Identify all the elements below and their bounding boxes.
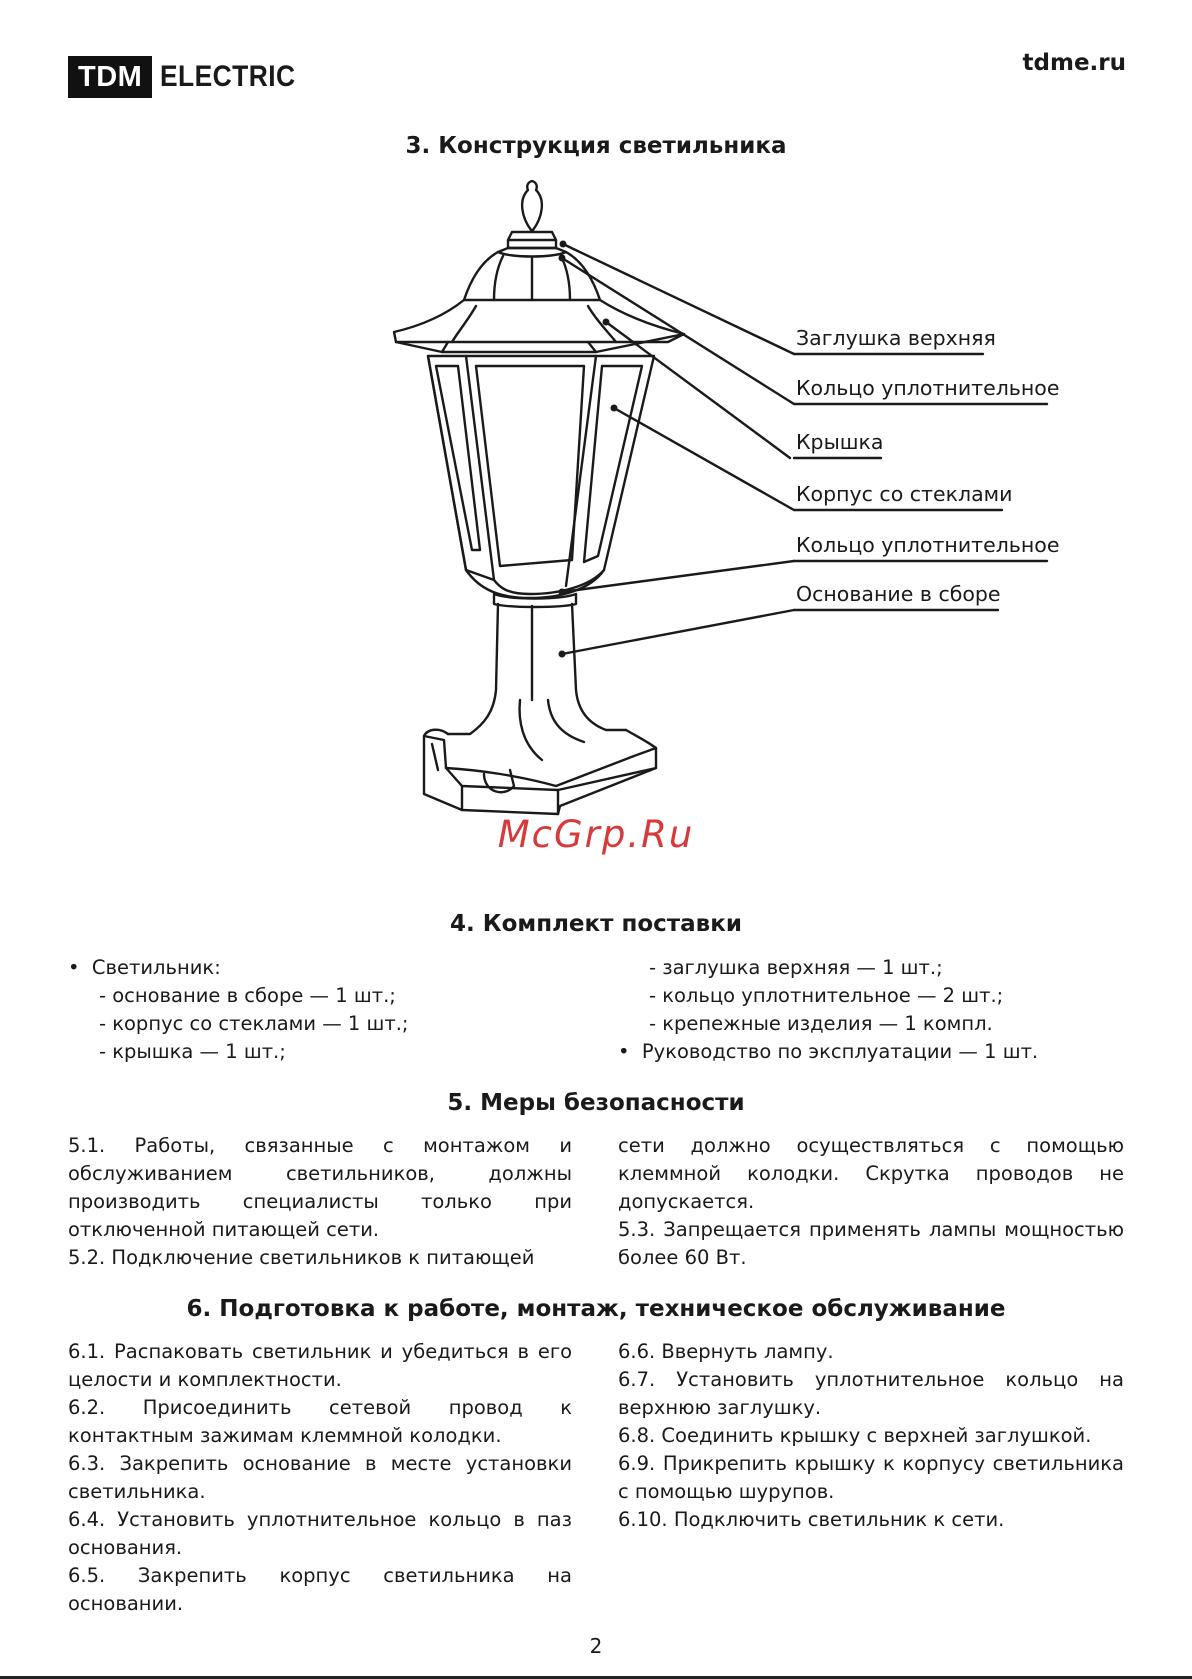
list-item: - корпус со стеклами — 1 шт.; [68, 1012, 409, 1035]
label-base-assembly: Основание в сборе [796, 582, 1001, 606]
paragraph: 6.5. Закрепить корпус светильника на основании. [68, 1564, 572, 1615]
base-plinth [424, 730, 656, 814]
paragraph: 6.3. Закрепить основание в месте установки светильника. [68, 1452, 572, 1503]
list-item: - основание в сборе — 1 шт.; [68, 984, 396, 1007]
section-6-left-column [68, 1338, 572, 1618]
paragraph: 5.1. Работы, связанные с монтажом и обслуживанием светильников, должны производить специалисты только при отключенной питающей сети. [68, 1134, 572, 1241]
section-6-title: 6. Подготовка к работе, монтаж, техническое обслуживание [186, 1296, 1006, 1322]
label-cover: Крышка [796, 430, 884, 454]
paragraph: 5.2. Подключение светильников к питающей [68, 1246, 535, 1269]
label-glass-body: Корпус со стеклами [796, 482, 1013, 506]
logo-text: ELECTRIC [160, 60, 296, 93]
section-5-title: 5. Меры безопасности [447, 1090, 745, 1116]
label-top-cap: Заглушка верхняя [796, 326, 996, 350]
paragraph: 6.8. Соединить крышку с верхней заглушкой. [618, 1424, 1092, 1447]
finial [522, 181, 542, 230]
paragraph: 6.9. Прикрепить крышку к корпусу светильника с помощью шурупов. [618, 1452, 1124, 1503]
lower-ring [494, 594, 576, 607]
list-item: • Руководство по эксплуатации — 1 шт. [618, 1040, 1039, 1063]
list-item: - крышка — 1 шт.; [68, 1040, 286, 1063]
section-5-right-column [618, 1132, 1124, 1272]
pedestal [448, 604, 498, 734]
list-item: - крепежные изделия — 1 компл. [618, 1012, 993, 1035]
list-item: - заглушка верхняя — 1 шт.; [618, 956, 943, 979]
paragraph: 5.3. Запрещается применять лампы мощностью более 60 Вт. [618, 1218, 1124, 1269]
paragraph: 6.2. Присоединить сетевой провод к контактным зажимам клеммной колодки. [68, 1396, 572, 1447]
page-number: 2 [589, 1634, 603, 1658]
section-5-left-column [68, 1132, 572, 1272]
logo-box: TDM [68, 56, 152, 98]
list-item: - кольцо уплотнительное — 2 шт.; [618, 984, 1004, 1007]
paragraph: 6.10. Подключить светильник к сети. [618, 1508, 1005, 1531]
list-item: • Светильник: [68, 956, 221, 979]
section-4-left-list [68, 954, 568, 1066]
paragraph: 6.6. Ввернуть лампу. [618, 1340, 834, 1363]
paragraph: 6.7. Установить уплотнительное кольцо на верхнюю заглушку. [618, 1368, 1124, 1419]
label-seal-ring-bottom: Кольцо уплотнительное [796, 533, 1060, 557]
paragraph: 6.1. Распаковать светильник и убедиться в его целости и комплектности. [68, 1340, 572, 1391]
watermark: McGrp.Ru [497, 813, 695, 856]
section-4-right-list [618, 954, 1138, 1066]
site-url[interactable]: tdme.ru [1022, 50, 1126, 76]
label-seal-ring-top: Кольцо уплотнительное [796, 376, 1060, 400]
paragraph: сети должно осуществляться с помощью клеммной колодки. Скрутка проводов не допускается. [618, 1134, 1124, 1213]
paragraph: 6.4. Установить уплотнительное кольцо в паз основания. [68, 1508, 572, 1559]
section-6-right-column [618, 1338, 1124, 1534]
top-ring [498, 248, 566, 257]
finial-collar [508, 232, 556, 240]
section-4-title: 4. Комплект поставки [450, 911, 742, 937]
section-3-title: 3. Конструкция светильника [405, 133, 787, 159]
